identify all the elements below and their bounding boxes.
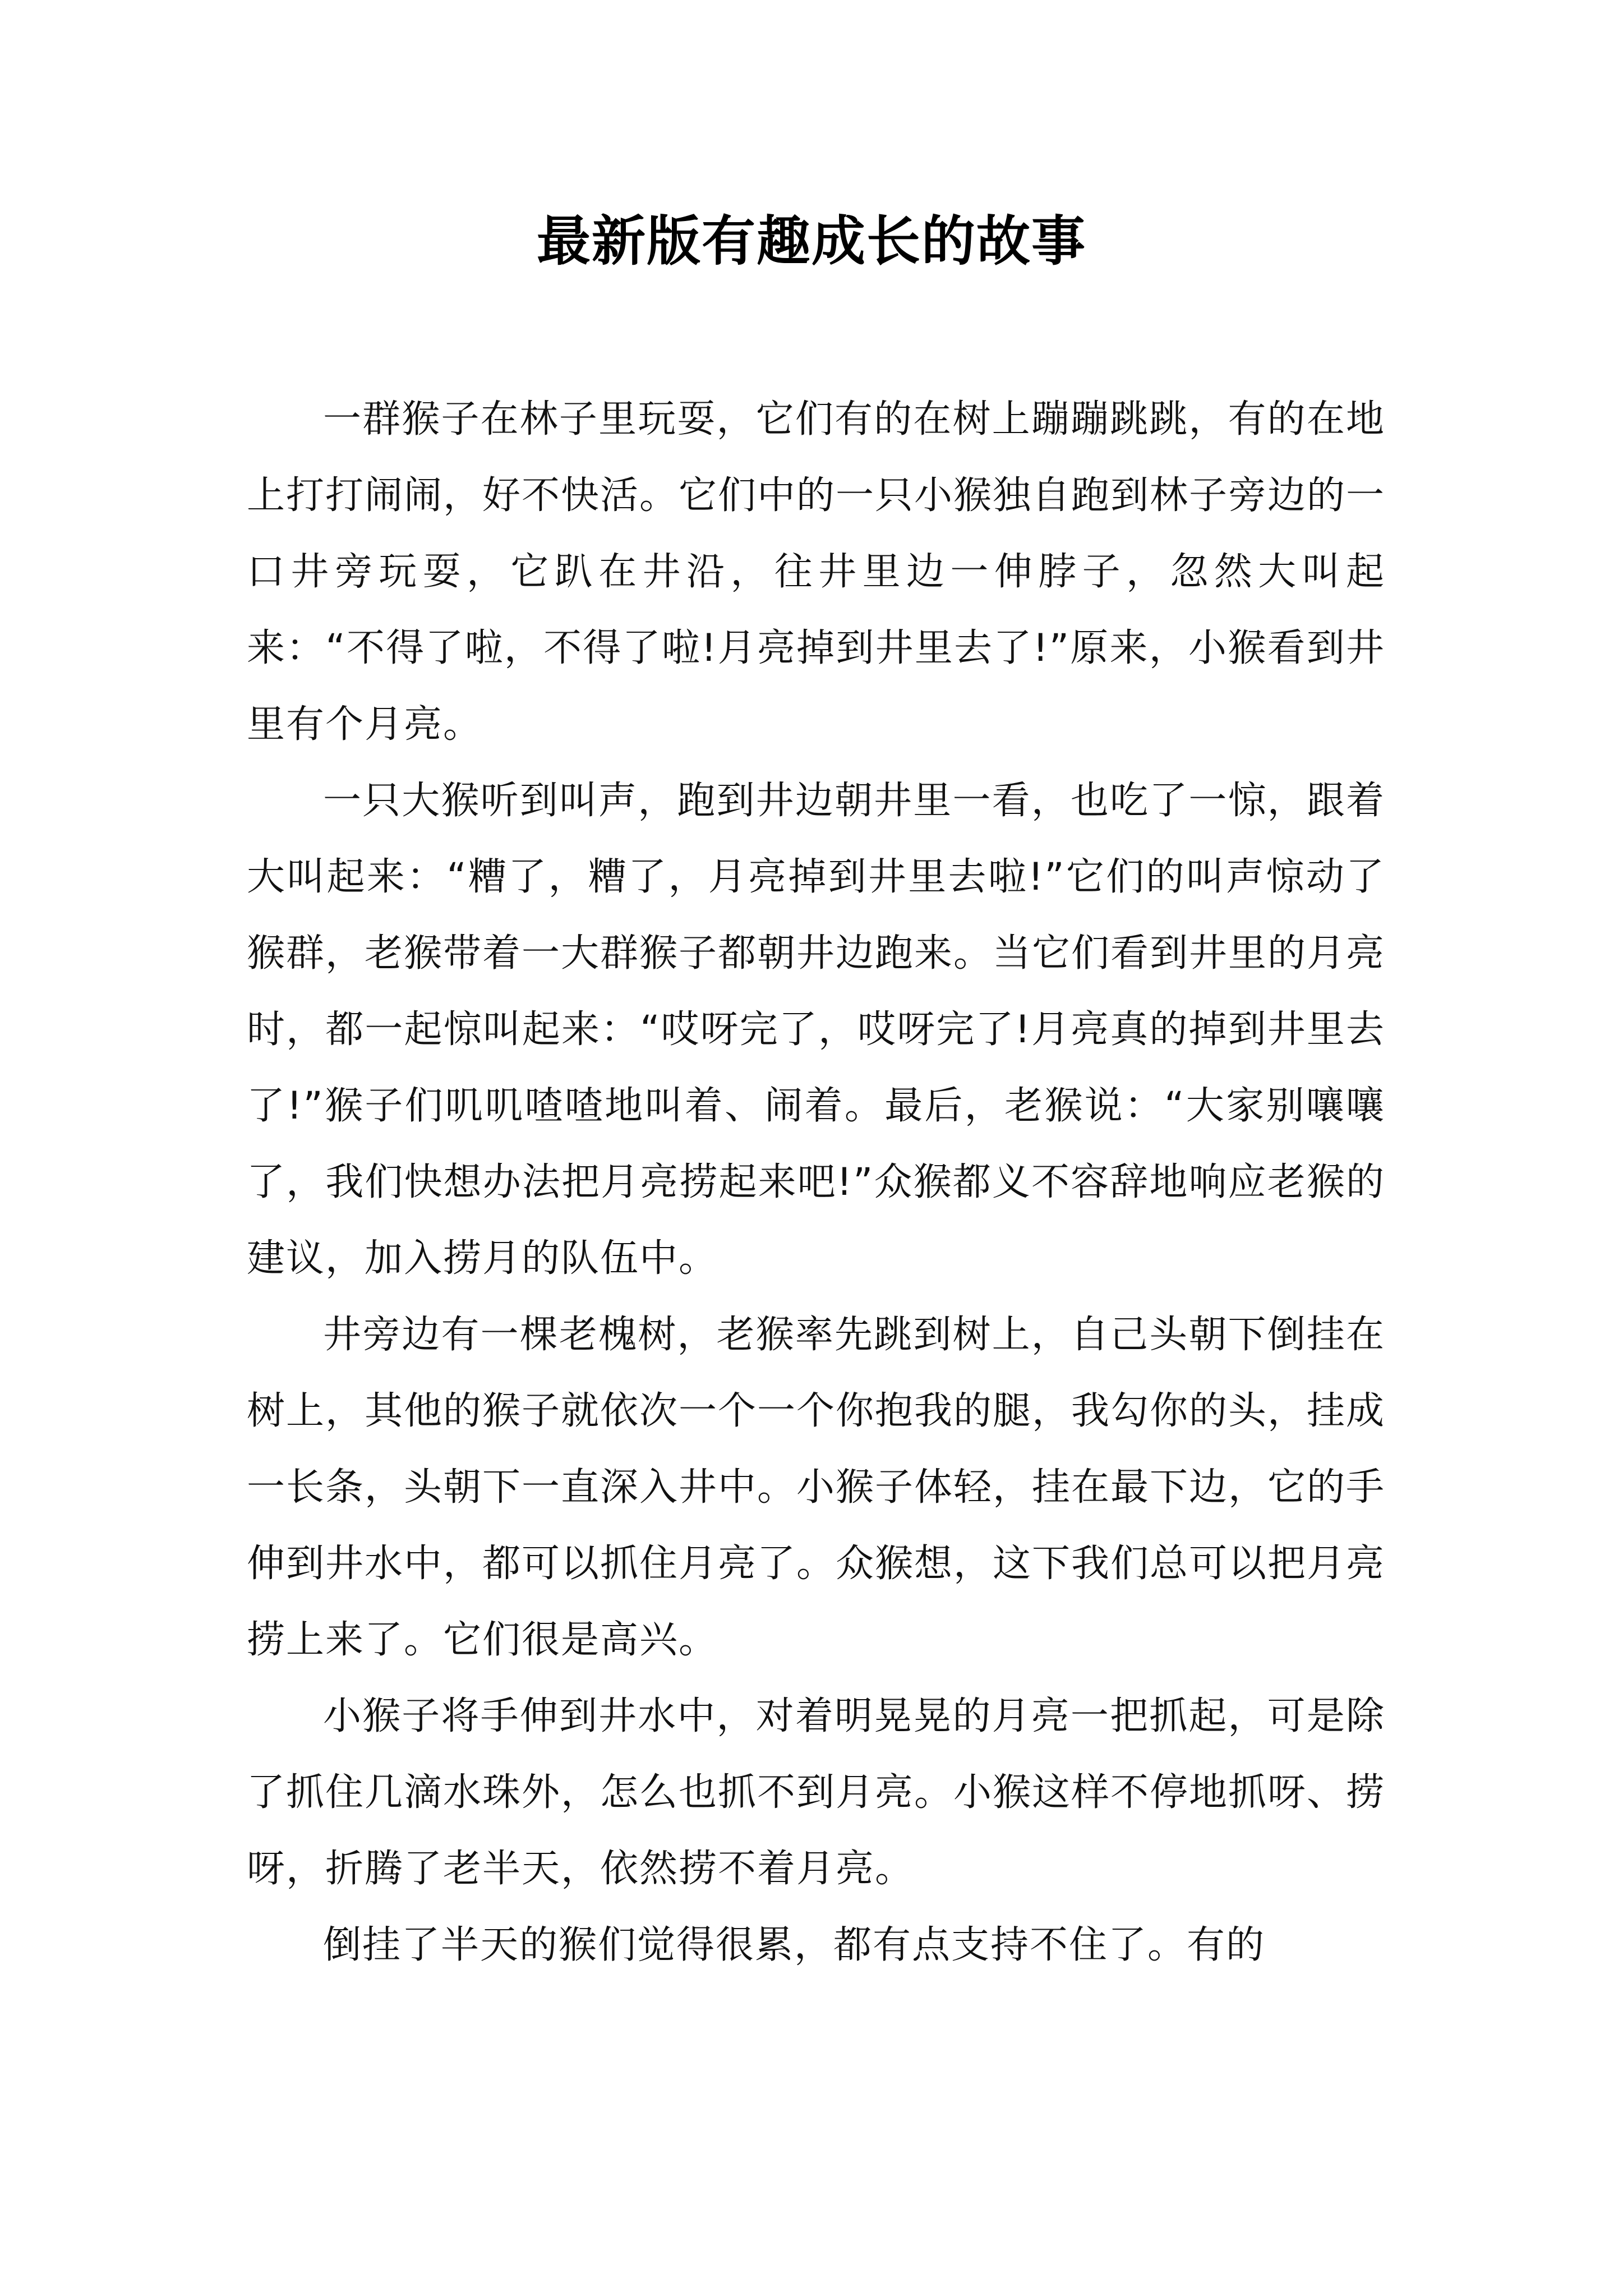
paragraph-4: 小猴子将手伸到井水中，对着明晃晃的月亮一把抓起，可是除了抓住几滴水珠外，怎么也抓不到月亮。小猴这样不停地抓呀、捞呀，折腾了老半天，依然捞不着月亮。 bbox=[247, 1694, 1386, 1891]
paragraph-2: 一只大猴听到叫声，跑到井边朝井里一看，也吃了一惊，跟着大叫起来：“糟了，糟了，月亮掉到井里去啦!”它们的叫声惊动了猴群，老猴带着一大群猴子都朝井边跑来。当它们看到井里的月亮时，都一起惊叫起来：“哎呀完了，哎呀完了!月亮真的掉到井里去了!”猴子们叽叽喳喳地叫着、闹着。最后，老猴说：“大家别嚷嚷了，我们快想办法把月亮捞起来吧!”众猴都义不容辞地响应老猴的建议，加入捞月的队伍中。 bbox=[247, 779, 1386, 1281]
paragraph-3: 井旁边有一棵老槐树，老猴率先跳到树上，自己头朝下倒挂在树上，其他的猴子就依次一个一个你抱我的腿，我勾你的头，挂成一长条，头朝下一直深入井中。小猴子体轻，挂在最下边，它的手伸到井水中，都可以抓住月亮了。众猴想，这下我们总可以把月亮捞上来了。它们很是高兴。 bbox=[247, 1313, 1386, 1662]
paragraph-5: 倒挂了半天的猴们觉得很累，都有点支持不住了。有的 bbox=[323, 1923, 1266, 1967]
document-title: 最新版有趣成长的故事 bbox=[537, 209, 1086, 273]
paragraph-1: 一群猴子在林子里玩耍，它们有的在树上蹦蹦跳跳，有的在地上打打闹闹，好不快活。它们中的一只小猴独自跑到林子旁边的一口井旁玩耍，它趴在井沿，往井里边一伸脖子，忽然大叫起来：“不得了啦，不得了啦!月亮掉到井里去了!”原来，小猴看到井里有个月亮。 bbox=[247, 397, 1386, 747]
document-body bbox=[247, 381, 1385, 1984]
